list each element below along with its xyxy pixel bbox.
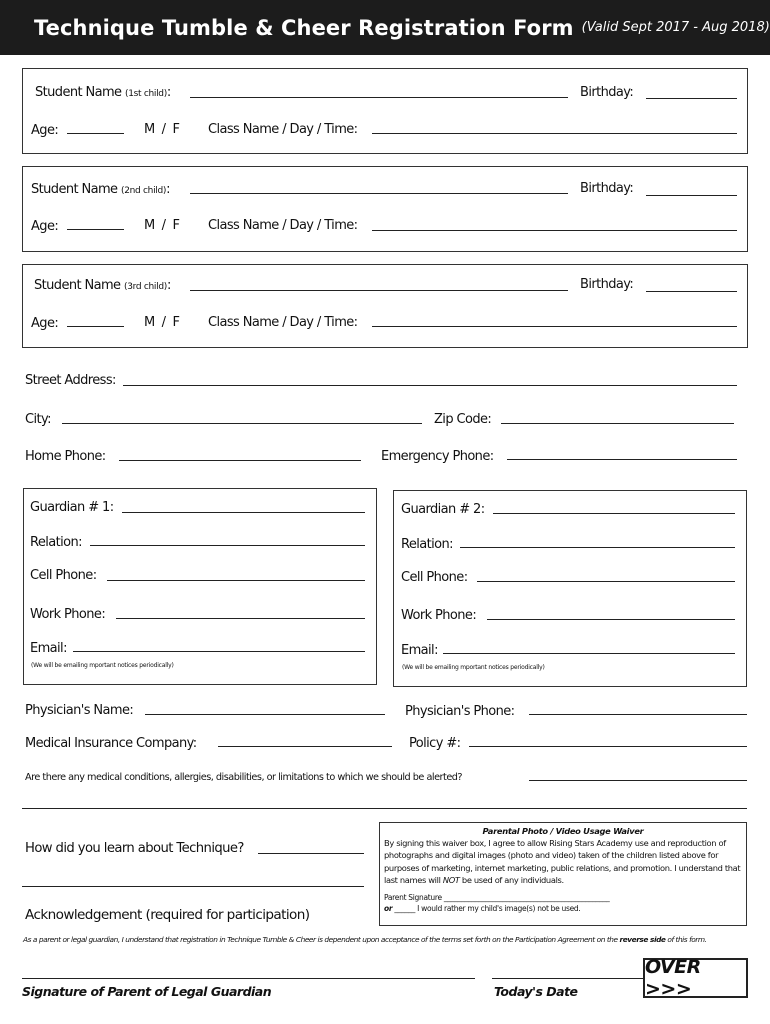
relation-label-1: Relation: — [30, 535, 82, 550]
work-phone-label-2: Work Phone: — [401, 608, 477, 623]
class-label-3: Class Name / Day / Time: — [208, 315, 358, 330]
student-name-field-3[interactable] — [190, 290, 568, 291]
birthday-label-1: Birthday: — [580, 85, 634, 100]
waiver-decline-line[interactable]: or ______ I would rather my child's image(s) not be used. — [384, 904, 581, 914]
email-note-2: (We will be emailing mportant notices periodically) — [402, 664, 545, 671]
guardian-name-field-1[interactable] — [122, 512, 365, 513]
student-name-field-1[interactable] — [190, 97, 568, 98]
date-field[interactable] — [492, 978, 643, 979]
cell-phone-label-1: Cell Phone: — [30, 568, 97, 583]
age-field-3[interactable] — [67, 326, 124, 327]
relation-field-2[interactable] — [460, 547, 735, 548]
relation-label-2: Relation: — [401, 537, 453, 552]
student-box-1 — [22, 68, 748, 154]
guardian-name-field-2[interactable] — [493, 513, 735, 514]
student-box-3 — [22, 264, 748, 348]
insurance-field[interactable] — [218, 746, 392, 747]
emergency-phone-label: Emergency Phone: — [381, 449, 494, 464]
cell-phone-label-2: Cell Phone: — [401, 570, 468, 585]
age-label-2: Age: — [31, 219, 59, 234]
street-address-label: Street Address: — [25, 373, 116, 388]
age-field-1[interactable] — [67, 133, 124, 134]
insurance-label: Medical Insurance Company: — [25, 736, 197, 751]
city-field[interactable] — [62, 423, 422, 424]
class-label-2: Class Name / Day / Time: — [208, 218, 358, 233]
waiver-title: Parental Photo / Video Usage Waiver — [482, 826, 644, 836]
relation-field-1[interactable] — [90, 545, 365, 546]
learn-field-2[interactable] — [22, 886, 364, 887]
gender-options-2[interactable]: M / F — [144, 218, 180, 233]
work-phone-field-2[interactable] — [487, 619, 735, 620]
student-name-label-1: Student Name (1st child): — [35, 85, 171, 100]
age-field-2[interactable] — [67, 229, 124, 230]
waiver-body: By signing this waiver box, I agree to allow Rising Stars Academy use and reproduction of photographs and digital images (photo and video) taken of the children listed above for purposes of marketing, internet marketing, public relations, and promotion. I understand that last names will NOT be used of any individuals. — [384, 838, 741, 885]
photo-waiver-box — [379, 822, 747, 926]
guardian-title-1: Guardian # 1: — [30, 500, 114, 515]
form-header — [0, 0, 770, 55]
guardian-box-2 — [393, 490, 747, 687]
emergency-phone-field[interactable] — [507, 459, 737, 460]
email-label-2: Email: — [401, 643, 438, 658]
email-field-2[interactable] — [443, 653, 735, 654]
class-field-1[interactable] — [372, 133, 737, 134]
acknowledgement-label: Acknowledgement (required for participation) — [25, 907, 310, 923]
birthday-label-2: Birthday: — [580, 181, 634, 196]
medical-conditions-question: Are there any medical conditions, allergies, disabilities, or limitations to which we should be alerted? — [25, 772, 463, 783]
birthday-field-3[interactable] — [646, 291, 737, 292]
email-note-1: (We will be emailing mportant notices periodically) — [31, 662, 174, 669]
valid-period: (Valid Sept 2017 - Aug 2018) — [581, 20, 770, 35]
age-label-1: Age: — [31, 123, 59, 138]
date-label: Today's Date — [494, 984, 578, 999]
birthday-field-1[interactable] — [646, 98, 737, 99]
parent-signature-label: Signature of Parent of Legal Guardian — [22, 984, 272, 999]
zip-code-label: Zip Code: — [434, 412, 492, 427]
birthday-field-2[interactable] — [646, 195, 737, 196]
city-label: City: — [25, 412, 51, 427]
over-indicator: OVER >>> — [643, 958, 748, 998]
policy-field[interactable] — [469, 746, 747, 747]
student-name-label-3: Student Name (3rd child): — [34, 278, 171, 293]
guardian-title-2: Guardian # 2: — [401, 502, 485, 517]
student-name-field-2[interactable] — [190, 193, 568, 194]
email-field-1[interactable] — [73, 651, 365, 652]
waiver-signature-line[interactable]: Parent Signature ________________________________________________ — [384, 893, 610, 903]
physician-phone-label: Physician's Phone: — [405, 704, 515, 719]
guardian-box-1 — [23, 488, 377, 685]
cell-phone-field-2[interactable] — [477, 581, 735, 582]
medical-conditions-field-2[interactable] — [22, 808, 747, 809]
learn-question: How did you learn about Technique? — [25, 841, 244, 856]
work-phone-label-1: Work Phone: — [30, 607, 106, 622]
email-label-1: Email: — [30, 641, 67, 656]
cell-phone-field-1[interactable] — [107, 580, 365, 581]
class-label-1: Class Name / Day / Time: — [208, 122, 358, 137]
gender-options-1[interactable]: M / F — [144, 122, 180, 137]
home-phone-field[interactable] — [119, 460, 361, 461]
physician-phone-field[interactable] — [529, 714, 747, 715]
form-title: Technique Tumble & Cheer Registration Form — [34, 15, 574, 40]
street-address-field[interactable] — [123, 385, 737, 386]
policy-label: Policy #: — [409, 736, 461, 751]
student-name-label-2: Student Name (2nd child): — [31, 182, 170, 197]
student-box-2 — [22, 166, 748, 252]
parent-signature-field[interactable] — [22, 978, 475, 979]
physician-name-label: Physician's Name: — [25, 703, 134, 718]
work-phone-field-1[interactable] — [116, 618, 365, 619]
physician-name-field[interactable] — [145, 714, 385, 715]
learn-field[interactable] — [258, 853, 364, 854]
gender-options-3[interactable]: M / F — [144, 315, 180, 330]
acknowledgement-text: As a parent or legal guardian, I understand that registration in Technique Tumble & Cheer is dependent upon acceptance of the terms set forth on the Participation Agreement on the reverse side of this form. — [23, 935, 707, 944]
class-field-3[interactable] — [372, 326, 737, 327]
age-label-3: Age: — [31, 316, 59, 331]
zip-code-field[interactable] — [501, 423, 734, 424]
medical-conditions-field[interactable] — [529, 780, 747, 781]
home-phone-label: Home Phone: — [25, 449, 106, 464]
birthday-label-3: Birthday: — [580, 277, 634, 292]
class-field-2[interactable] — [372, 230, 737, 231]
